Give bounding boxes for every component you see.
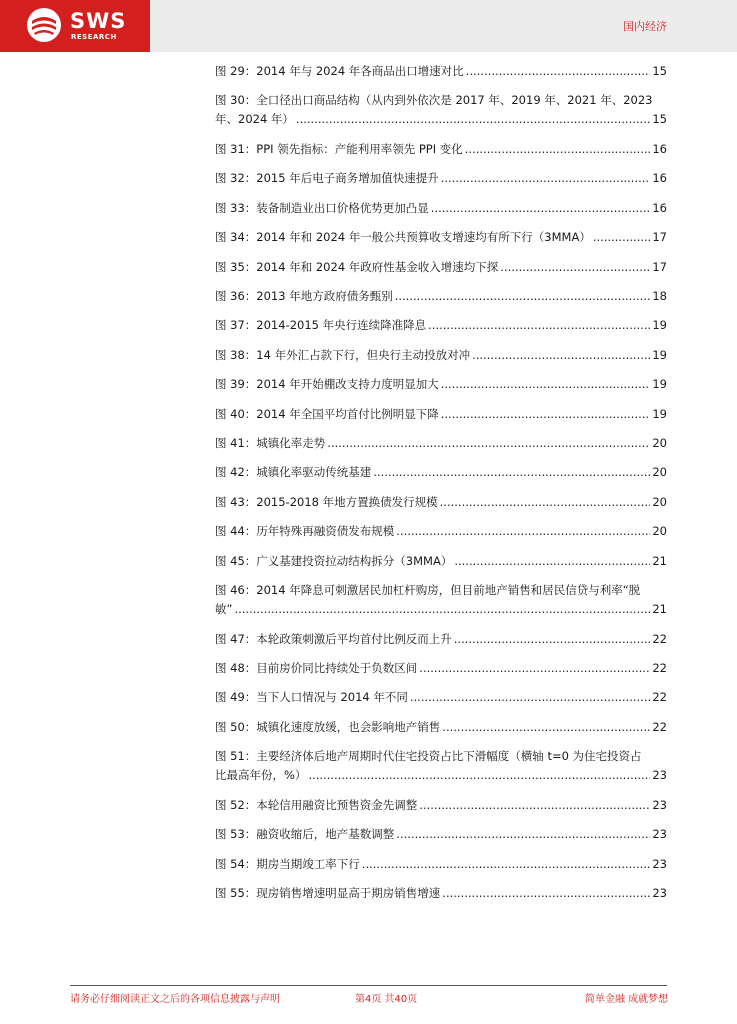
toc-entry-title: 图 35：2014 年和 2024 年政府性基金收入增速均下探 [215,259,499,274]
toc-page-number: 19 [652,377,667,392]
toc-page-number: 22 [652,690,667,705]
toc-entry-title: 图 45：广义基建投资拉动结构拆分（3MMA） [215,553,453,568]
toc-entry-title-line: 图 30：全口径出口商品结构（从内到外依次是 2017 年、2019 年、2021 年、2023 [215,93,653,108]
toc-leader-dots [296,110,650,129]
toc-entry[interactable] [215,375,667,394]
toc-entry[interactable] [215,522,667,541]
toc-leader-dots [454,552,650,571]
toc-entry-title-line: 图 51：主要经济体后地产周期时代住宅投资占比下滑幅度（横轴 t=0 为住宅投资占 [215,749,642,764]
toc-leader-dots [454,630,651,649]
toc-page-number: 22 [652,631,667,646]
toc-entry[interactable] [215,718,667,737]
toc-entry[interactable] [215,140,667,159]
toc-entry[interactable] [215,199,667,218]
brand-name: SWS [70,9,127,33]
toc-entry[interactable] [215,287,667,306]
toc-entry[interactable] [215,228,667,247]
toc-entry[interactable] [215,258,667,277]
toc-leader-dots [373,463,650,482]
toc-leader-dots [466,62,651,81]
toc-entry[interactable] [215,659,667,678]
toc-leader-dots [593,228,651,247]
toc-entry[interactable] [215,688,667,707]
toc-entry[interactable] [215,855,667,874]
toc-entry-title: 比最高年份，%） [215,768,307,783]
toc-leader-dots [410,688,650,707]
brand-sub: RESEARCH [71,33,117,41]
toc-page-number: 21 [652,602,667,616]
toc-entry[interactable] [215,493,667,512]
toc-entry[interactable] [215,581,667,619]
sws-logo [0,0,150,52]
toc-entry-title: 图 43：2015-2018 年地方置换债发行规模 [215,494,438,509]
toc-leader-dots [500,258,650,277]
toc-entry-title: 图 29：2014 年与 2024 年各商品出口增速对比 [215,64,464,78]
toc-page-number: 21 [652,553,667,568]
toc-entry-title: 敏” [215,602,233,616]
toc-page-number: 23 [652,886,667,900]
toc-entry[interactable] [215,434,667,453]
toc-page-number: 19 [652,318,667,333]
toc-leader-dots [441,169,651,188]
toc-entry-title-line: 图 46：2014 年降息可刺激居民加杠杆购房，但目前地产销售和居民信贷与利率“脱 [215,583,641,597]
toc-page-number: 16 [652,200,667,215]
toc-page-number: 19 [652,406,667,421]
toc-entry[interactable] [215,552,667,571]
toc-leader-dots [419,796,650,815]
toc-entry[interactable] [215,62,667,81]
toc-entry-title: 图 36：2013 年地方政府债务甄别 [215,289,393,303]
toc-page-number: 15 [652,64,667,78]
toc-entry-title: 图 44：历年特殊再融资债发布规模 [215,524,395,539]
toc-page-number: 20 [652,436,667,450]
toc-page-number: 17 [652,230,667,245]
toc-leader-dots [395,287,651,306]
toc-leader-dots [362,855,651,874]
footer-disclaimer: 请务必仔细阅读正文之后的各项信息披露与声明 [70,994,280,1005]
toc-page-number: 20 [652,465,667,480]
toc-page-number: 23 [652,768,667,783]
toc-entry-title: 图 52：本轮信用融资比预售资金先调整 [215,797,418,812]
toc-entry[interactable] [215,825,667,844]
toc-entry[interactable] [215,91,667,129]
toc-page-number: 20 [652,524,667,539]
footer-divider [70,985,667,986]
toc-leader-dots [442,718,650,737]
toc-entry-title: 图 53：融资收缩后，地产基数调整 [215,827,395,842]
toc-entry[interactable] [215,884,667,903]
page-header [0,0,737,52]
toc-leader-dots [441,405,651,424]
toc-page-number: 23 [652,827,667,842]
toc-leader-dots [396,825,650,844]
toc-entry-title: 图 41：城镇化率走势 [215,436,326,450]
toc-entry-title: 图 50：城镇化速度放缓，也会影响地产销售 [215,719,441,734]
toc-entry[interactable] [215,405,667,424]
toc-entry-title: 图 49：当下人口情况与 2014 年不同 [215,690,408,705]
footer-slogan: 简单金融 成就梦想 [585,994,669,1005]
toc-page-number: 22 [652,661,667,675]
toc-page-number: 16 [652,171,667,186]
toc-entry-title: 图 47：本轮政策刺激后平均首付比例反而上升 [215,631,452,646]
toc-leader-dots [234,600,650,619]
footer-page-number: 第4页 共40页 [355,994,418,1005]
toc-entry-title: 图 33：装备制造业出口价格优势更加凸显 [215,200,429,215]
toc-entry-title: 图 39：2014 年开始棚改支持力度明显加大 [215,377,439,392]
toc-entry-title: 图 48：目前房价同比持续处于负数区间 [215,661,418,675]
toc-entry-title: 年、2024 年） [215,112,294,127]
toc-entry-title: 图 55：现房销售增速明显高于期房销售增速 [215,886,441,900]
toc-entry[interactable] [215,346,667,365]
toc-leader-dots [396,522,650,541]
toc-entry-title: 图 40：2014 年全国平均首付比例明显下降 [215,406,439,421]
toc-entry-title: 图 37：2014-2015 年央行连续降准降息 [215,318,427,333]
toc-page-number: 17 [652,259,667,274]
toc-leader-dots [419,659,650,678]
toc-entry[interactable] [215,747,667,785]
toc-leader-dots [472,346,650,365]
toc-leader-dots [442,884,650,903]
sws-logo-icon [26,7,62,43]
toc-entry[interactable] [215,463,667,482]
toc-leader-dots [308,766,650,785]
toc-leader-dots [465,140,651,159]
toc-page-number: 23 [652,797,667,812]
toc-entry[interactable] [215,316,667,335]
toc-leader-dots [441,375,651,394]
toc-entry-title: 图 34：2014 年和 2024 年一般公共预算收支增速均有所下行（3MMA） [215,230,591,245]
toc-page-number: 18 [652,289,667,303]
toc-page-number: 16 [652,142,667,156]
toc-entry[interactable] [215,169,667,188]
toc-entry[interactable] [215,796,667,815]
section-label: 国内经济 [623,20,667,33]
toc-entry-title: 图 42：城镇化率驱动传统基建 [215,465,372,480]
toc-leader-dots [428,316,650,335]
toc-leader-dots [440,493,651,512]
toc-page-number: 20 [652,494,667,509]
toc-entry-title: 图 38：14 年外汇占款下行，但央行主动投放对冲 [215,347,471,362]
toc-page-number: 22 [652,719,667,734]
toc-leader-dots [431,199,651,218]
toc-page-number: 19 [652,347,667,362]
toc-entry-title: 图 32：2015 年后电子商务增加值快速提升 [215,171,439,186]
toc-entry[interactable] [215,630,667,649]
toc-leader-dots [327,434,650,453]
toc-page-number: 15 [652,112,667,127]
toc-page-number: 23 [652,856,667,871]
toc-entry-title: 图 54：期房当期竣工率下行 [215,856,360,871]
toc-entry-title: 图 31：PPI 领先指标：产能利用率领先 PPI 变化 [215,142,463,156]
